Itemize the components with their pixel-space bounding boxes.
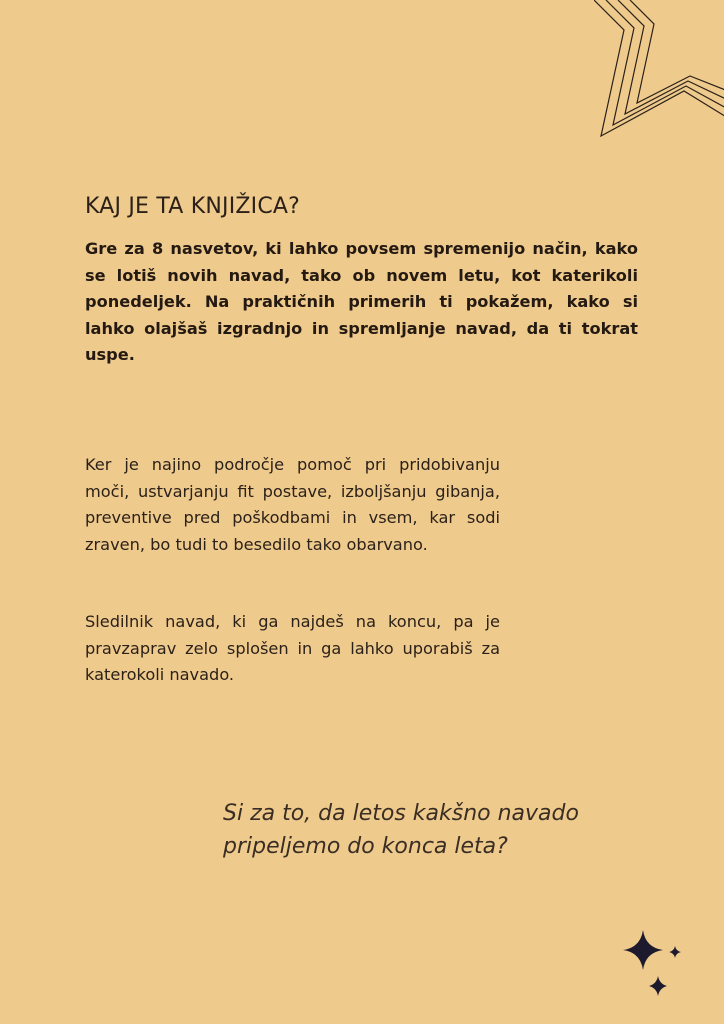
page-title: KAJ JE TA KNJIŽICA?: [85, 194, 301, 219]
body-paragraph: Sledilnik navad, ki ga najdeš na koncu, pa je pravzaprav zelo splošen in ga lahko uporabiš za katerokoli navado.: [85, 612, 500, 684]
star-outline-icon: [594, 0, 724, 140]
sparkle-stars-icon: [618, 924, 688, 999]
intro-paragraph: Gre za 8 nasvetov, ki lahko povsem spremenijo način, kako se lotiš novih navad, tako ob novem letu, kot katerikoli ponedeljek. Na praktičnih primerih ti pokažem, kako si lahko olajšaš izgradnjo in spremljanje navad, da ti tokrat uspe.: [85, 239, 638, 364]
body-paragraph: Ker je najino področje pomoč pri pridobivanju moči, ustvarjanju fit postave, izboljšanju gibanja, preventive pred poškodbami in vsem, kar sodi zraven, bo tudi to besedilo tako obarvano.: [85, 455, 500, 554]
large-sparkle-icon: [623, 930, 663, 970]
small-sparkle-icon: [669, 946, 681, 958]
small-sparkle-icon: [649, 976, 667, 996]
closing-question: Si za to, da letos kakšno navado pripeljemo do konca leta?: [223, 801, 579, 859]
